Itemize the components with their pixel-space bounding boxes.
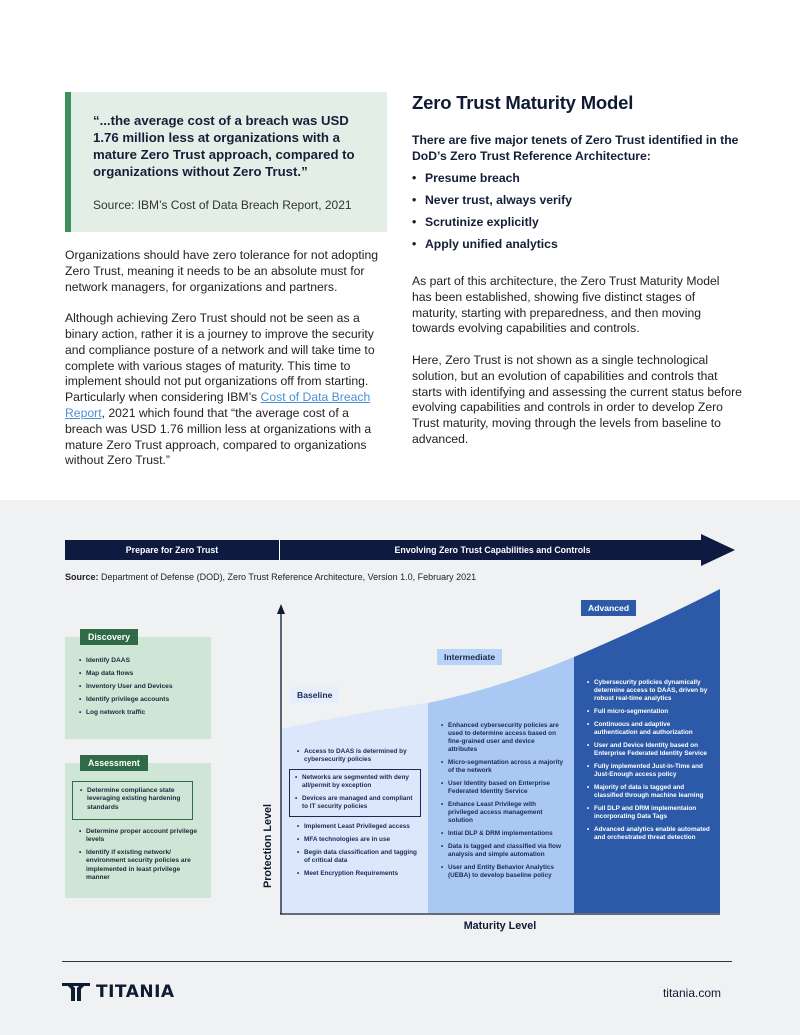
- list-item: • Meet Encryption Requirements: [297, 870, 421, 878]
- list-item: • User and Entity Behavior Analytics (UEBA) to develop baseline policy: [441, 864, 565, 880]
- list-item: • Full micro-segmentation: [587, 708, 711, 716]
- list-item: • Enhanced cybersecurity policies are used to determine access based on fine-grained user and device attributes: [441, 722, 565, 754]
- titania-logo-icon: [62, 983, 90, 1001]
- tenet-item: • Never trust, always verify: [412, 192, 742, 208]
- list-item: • Devices are managed and compliant to IT security policies: [295, 795, 415, 811]
- intermediate-tag: Intermediate: [437, 649, 502, 665]
- pull-quote: [65, 92, 387, 232]
- tenet-item: • Apply unified analytics: [412, 236, 742, 252]
- maturity-model-figure: [0, 500, 800, 1035]
- list-item: • Advanced analytics enable automated and orchestrated threat detection: [587, 826, 711, 842]
- figure-source-label: Source:: [65, 572, 99, 582]
- list-item: • Fully implemented Just-in-Time and Just-Enough access policy: [587, 763, 711, 779]
- intermediate-list: [441, 722, 565, 885]
- left-column: [65, 248, 385, 485]
- y-axis-arrow-icon: [277, 604, 285, 614]
- tenet-item: • Presume breach: [412, 170, 742, 186]
- list-item: • Map data flows: [79, 670, 201, 678]
- section-title: Zero Trust Maturity Model: [412, 92, 634, 113]
- assessment-tag: Assessment: [80, 755, 148, 771]
- baseline-tag: Baseline: [290, 687, 339, 703]
- list-item: • Begin data classification and tagging of critical data: [297, 849, 421, 865]
- discovery-tag: Discovery: [80, 629, 138, 645]
- list-item: • Log network traffic: [79, 709, 201, 717]
- list-item: • Micro-segmentation across a majority of the network: [441, 759, 565, 775]
- list-item: • Identify privilege accounts: [79, 696, 201, 704]
- tenets-intro: There are five major tenets of Zero Trust identified in the DoD’s Zero Trust Reference Architecture:: [412, 133, 739, 163]
- tenet-item: • Scrutinize explicitly: [412, 214, 742, 230]
- list-item: • Cybersecurity policies dynamically determine access to DAAS, driven by robust real-time analytics: [587, 679, 711, 703]
- list-item: • Determine compliance state leveraging existing hardening standards: [80, 787, 186, 812]
- list-item: • MFA technologies are in use: [297, 836, 421, 844]
- tenets-list: [412, 170, 742, 252]
- baseline-highlight: [289, 769, 421, 817]
- list-item: • Inventory User and Devices: [79, 683, 201, 691]
- list-item: • Data is tagged and classified via flow analysis and simple automation: [441, 843, 565, 859]
- left-paragraph-2: [65, 311, 385, 469]
- arrow-label-evolving: Envolving Zero Trust Capabilities and Controls: [394, 545, 591, 555]
- advanced-tag: Advanced: [581, 600, 636, 616]
- list-item: • Identify DAAS: [79, 657, 201, 665]
- left-paragraph-1: Organizations should have zero tolerance for not adopting Zero Trust, meaning it needs to be an absolute must for network managers, for organizations and partners.: [65, 248, 379, 294]
- list-item: • Determine proper account privilege levels: [79, 828, 203, 845]
- list-item: • Enhance Least Privilege with privileged access management solution: [441, 801, 565, 825]
- right-paragraph-2: Here, Zero Trust is not shown as a single technological solution, but an evolution of capabilities and controls that starts with identifying and assessing the current status before evolving capabilities and controls in order to develop Zero Trust maturity, moving through the levels from baseline to advanced.: [412, 352, 742, 446]
- left-paragraph-2-tail: , 2021 which found that “the average cost of a breach was USD 1.76 million less at organizations with a mature Zero Trust approach, compared to organizations without Zero Trust.”: [65, 405, 372, 468]
- advanced-list: [587, 679, 711, 847]
- list-item: • Implement Least Privileged access: [297, 823, 421, 831]
- list-item: • Networks are segmented with deny all/permit by exception: [295, 774, 415, 790]
- list-item: • Majority of data is tagged and classified through machine learning: [587, 784, 711, 800]
- left-paragraph-2-text: Although achieving Zero Trust should not be seen as a binary action, rather it is a journey to improve the security and compliance posture of a network and will take time to complete with various stages of maturity. This time to implement should not put organizations off from starting. Particularly when considering IBM’s: [65, 311, 375, 405]
- quote-text: “...the average cost of a breach was USD 1.76 million less at organizations with a mature Zero Trust approach, compared to organizations without Zero Trust.”: [93, 113, 355, 179]
- figure-source-text: Department of Defense (DOD), Zero Trust Reference Architecture, Version 1.0, February 2021: [98, 572, 477, 582]
- list-item: • Access to DAAS is determined by cybersecurity policies: [297, 748, 421, 764]
- baseline-list: [297, 748, 421, 883]
- y-axis-label: Protection Level: [262, 804, 274, 888]
- list-item: • User and Device Identity based on Enterprise Federated Identity Service: [587, 742, 711, 758]
- list-item: • Intial DLP & DRM implementations: [441, 830, 565, 838]
- baseline-list-bottom: [297, 823, 421, 878]
- right-paragraph-1: As part of this architecture, the Zero Trust Maturity Model has been established, showing five distinct stages of maturity, starting with preparedness, and then moving towards evolving capabilities and controls.: [412, 274, 720, 336]
- website-link[interactable]: titania.com: [662, 986, 721, 1000]
- footer-divider: [62, 961, 732, 962]
- quote-source: Source: IBM’s Cost of Data Breach Report, 2021: [93, 198, 352, 212]
- titania-logo: [62, 982, 175, 1002]
- arrow-label-prepare: Prepare for Zero Trust: [125, 545, 219, 555]
- list-item: • User Identity based on Enterprise Federated Identity Service: [441, 780, 565, 796]
- right-column: [412, 92, 742, 448]
- baseline-list-top: [297, 748, 421, 764]
- ibm-report-link[interactable]: Cost of Data Breach Report: [65, 390, 371, 420]
- list-item: • Full DLP and DRM implementaion incorporating Data Tags: [587, 805, 711, 821]
- logo-text: TITANIA: [96, 982, 175, 1002]
- list-item: • Identify if existing network/ environment security policies are implemented in least privilege manner: [79, 849, 203, 883]
- list-item: • Continuous and adaptive authentication and authorization: [587, 721, 711, 737]
- x-axis-label: Maturity Level: [463, 920, 537, 932]
